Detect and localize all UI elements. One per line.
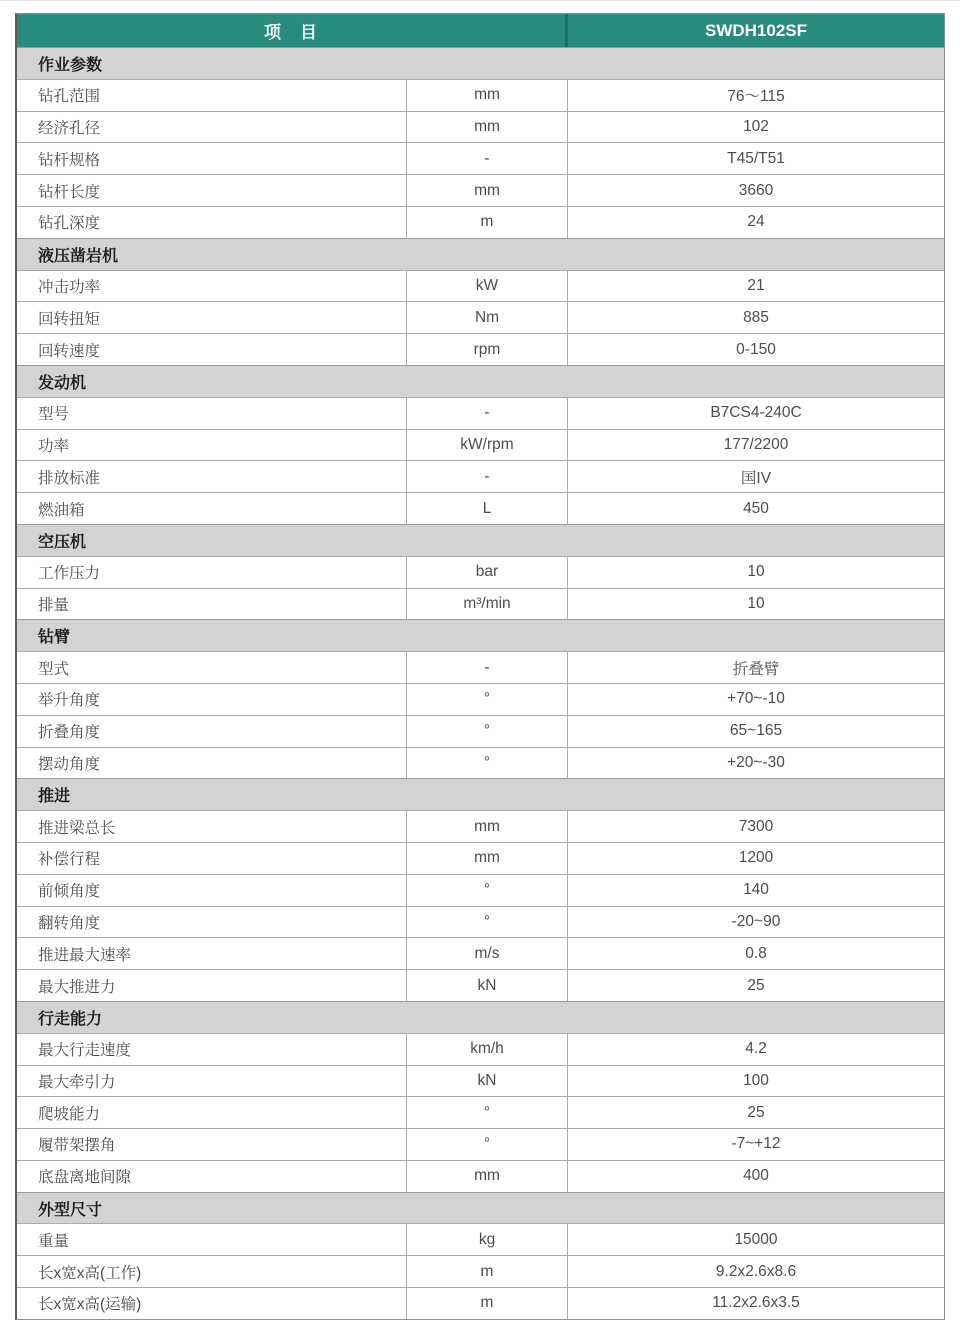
section-title: 钻臂: [38, 629, 71, 647]
parameter-label: 最大行走速度: [38, 1042, 132, 1060]
parameter-unit: m: [406, 1288, 568, 1319]
parameter-label: 最大推进力: [38, 978, 116, 996]
table-row: [17, 79, 944, 111]
parameter-value: 0.8: [745, 944, 767, 962]
parameter-unit: °: [406, 875, 568, 906]
parameter-label: 补偿行程: [38, 851, 101, 869]
table-row: [17, 969, 944, 1001]
header-item-cell: 项 目: [17, 14, 568, 47]
section-title: 作业参数: [38, 56, 103, 74]
table-row: [17, 588, 944, 620]
table-row: [17, 1255, 944, 1287]
parameter-label: 排量: [38, 596, 70, 614]
table-row: [17, 1223, 944, 1255]
parameter-label: 折叠角度: [38, 724, 101, 742]
parameter-unit: bar: [406, 557, 568, 588]
parameter-unit: kW/rpm: [406, 430, 568, 461]
table-row: [17, 1065, 944, 1097]
table-row: [17, 1287, 944, 1319]
parameter-unit: °: [406, 907, 568, 938]
table-row: [17, 1033, 944, 1065]
parameter-label: 冲击功率: [38, 278, 101, 296]
parameter-unit: °: [406, 748, 568, 779]
table-row: [17, 906, 944, 938]
table-row: [17, 429, 944, 461]
parameter-value: 11.2x2.6x3.5: [712, 1294, 800, 1312]
section-header-row: [17, 47, 944, 79]
parameter-value: 885: [743, 308, 769, 326]
parameter-value: 450: [743, 499, 769, 517]
parameter-unit: kW: [406, 271, 568, 302]
parameter-unit: -: [406, 652, 568, 683]
parameter-unit: -: [406, 461, 568, 492]
table-row: [17, 1160, 944, 1192]
parameter-unit: °: [406, 716, 568, 747]
parameter-label: 推进最大速率: [38, 946, 132, 964]
parameter-value: 7300: [738, 817, 774, 835]
parameter-value: 25: [747, 976, 765, 994]
parameter-label: 长x宽x高(工作): [38, 1264, 142, 1282]
table-header-row: [17, 14, 944, 47]
parameter-unit: -: [406, 398, 568, 429]
parameter-unit: mm: [406, 811, 568, 842]
section-header-row: [17, 778, 944, 810]
table-row: [17, 111, 944, 143]
spec-table: [15, 13, 945, 1320]
parameter-label: 举升角度: [38, 692, 101, 710]
parameter-value: 10: [747, 563, 765, 581]
table-row: [17, 301, 944, 333]
parameter-value: B7CS4-240C: [710, 404, 802, 422]
parameter-label: 经济孔径: [38, 119, 101, 137]
parameter-value: 10: [747, 594, 765, 612]
table-row: [17, 937, 944, 969]
parameter-value: 140: [743, 881, 769, 899]
table-row: [17, 683, 944, 715]
section-header-row: [17, 524, 944, 556]
section-header-row: [17, 619, 944, 651]
parameter-value: 177/2200: [723, 435, 789, 453]
parameter-value: 100: [743, 1071, 769, 1089]
parameter-label: 排放标准: [38, 469, 101, 487]
parameter-label: 钻孔范围: [38, 88, 101, 106]
parameter-value: 102: [743, 117, 769, 135]
parameter-unit: Nm: [406, 302, 568, 333]
parameter-unit: m: [406, 207, 568, 238]
parameter-unit: mm: [406, 1161, 568, 1192]
table-row: [17, 874, 944, 906]
table-row: [17, 1128, 944, 1160]
parameter-label: 摆动角度: [38, 755, 101, 773]
parameter-label: 钻杆规格: [38, 151, 101, 169]
parameter-unit: -: [406, 143, 568, 174]
table-row: [17, 333, 944, 365]
parameter-value: 65~165: [729, 722, 783, 740]
parameter-label: 钻杆长度: [38, 183, 101, 201]
parameter-unit: mm: [406, 112, 568, 143]
parameter-value: 400: [743, 1167, 769, 1185]
parameter-unit: °: [406, 1097, 568, 1128]
parameter-unit: mm: [406, 843, 568, 874]
parameter-value: 76～115: [727, 88, 785, 106]
section-title: 行走能力: [38, 1010, 103, 1028]
table-row: [17, 206, 944, 238]
parameter-value: 折叠臂: [732, 660, 780, 678]
parameter-unit: mm: [406, 80, 568, 111]
parameter-value: 国IV: [740, 469, 772, 487]
parameter-label: 履带架摆角: [38, 1137, 116, 1155]
parameter-value: 15000: [734, 1230, 778, 1248]
table-row: [17, 810, 944, 842]
parameter-unit: kg: [406, 1224, 568, 1255]
header-model-cell: SWDH102SF: [704, 20, 808, 40]
parameter-label: 爬坡能力: [38, 1105, 101, 1123]
parameter-unit: rpm: [406, 334, 568, 365]
parameter-value: -20~90: [731, 912, 781, 930]
parameter-label: 工作压力: [38, 565, 101, 583]
table-row: [17, 270, 944, 302]
parameter-label: 回转速度: [38, 342, 101, 360]
parameter-unit: °: [406, 684, 568, 715]
table-row: [17, 747, 944, 779]
table-row: [17, 492, 944, 524]
parameter-label: 底盘离地间隙: [38, 1169, 132, 1187]
section-title: 推进: [38, 788, 71, 806]
section-header-row: [17, 238, 944, 270]
parameter-label: 重量: [38, 1232, 70, 1250]
parameter-unit: °: [406, 1129, 568, 1160]
parameter-label: 钻孔深度: [38, 215, 101, 233]
parameter-value: -7~+12: [731, 1135, 781, 1153]
section-title: 液压凿岩机: [38, 247, 119, 265]
parameter-label: 燃油箱: [38, 501, 85, 519]
parameter-value: 21: [747, 276, 765, 294]
parameter-value: 4.2: [745, 1040, 767, 1058]
parameter-label: 回转扭矩: [38, 310, 101, 328]
section-title: 空压机: [38, 533, 87, 551]
parameter-label: 翻转角度: [38, 914, 101, 932]
parameter-value: 24: [747, 213, 765, 231]
table-row: [17, 651, 944, 683]
parameter-unit: kN: [406, 1066, 568, 1097]
section-header-row: [17, 1192, 944, 1224]
parameter-unit: m: [406, 1256, 568, 1287]
parameter-label: 型式: [38, 660, 70, 678]
parameter-value: +20~-30: [727, 753, 785, 771]
parameter-value: 25: [747, 1103, 765, 1121]
parameter-label: 型号: [38, 406, 70, 424]
section-header-row: [17, 1001, 944, 1033]
parameter-value: 0-150: [736, 340, 776, 358]
parameter-label: 长x宽x高(运输): [38, 1296, 142, 1314]
table-row: [17, 142, 944, 174]
parameter-value: 9.2x2.6x8.6: [715, 1262, 797, 1280]
parameter-label: 前倾角度: [38, 883, 101, 901]
table-row: [17, 460, 944, 492]
parameter-value: 1200: [738, 849, 774, 867]
parameter-label: 功率: [38, 437, 70, 455]
parameter-unit: kN: [406, 970, 568, 1001]
table-row: [17, 556, 944, 588]
table-row: [17, 1096, 944, 1128]
parameter-unit: m³/min: [406, 589, 568, 620]
parameter-value: 3660: [738, 181, 774, 199]
parameter-label: 推进梁总长: [38, 819, 116, 837]
parameter-value: T45/T51: [727, 149, 785, 167]
parameter-label: 最大牵引力: [38, 1073, 116, 1091]
parameter-unit: L: [406, 493, 568, 524]
parameter-unit: mm: [406, 175, 568, 206]
table-row: [17, 174, 944, 206]
section-header-row: [17, 365, 944, 397]
parameter-unit: km/h: [406, 1034, 568, 1065]
section-title: 外型尺寸: [38, 1201, 103, 1219]
table-row: [17, 715, 944, 747]
parameter-unit: m/s: [406, 938, 568, 969]
parameter-value: +70~-10: [727, 690, 785, 708]
section-title: 发动机: [38, 374, 87, 392]
table-body: [17, 47, 944, 1319]
table-row: [17, 397, 944, 429]
table-row: [17, 842, 944, 874]
